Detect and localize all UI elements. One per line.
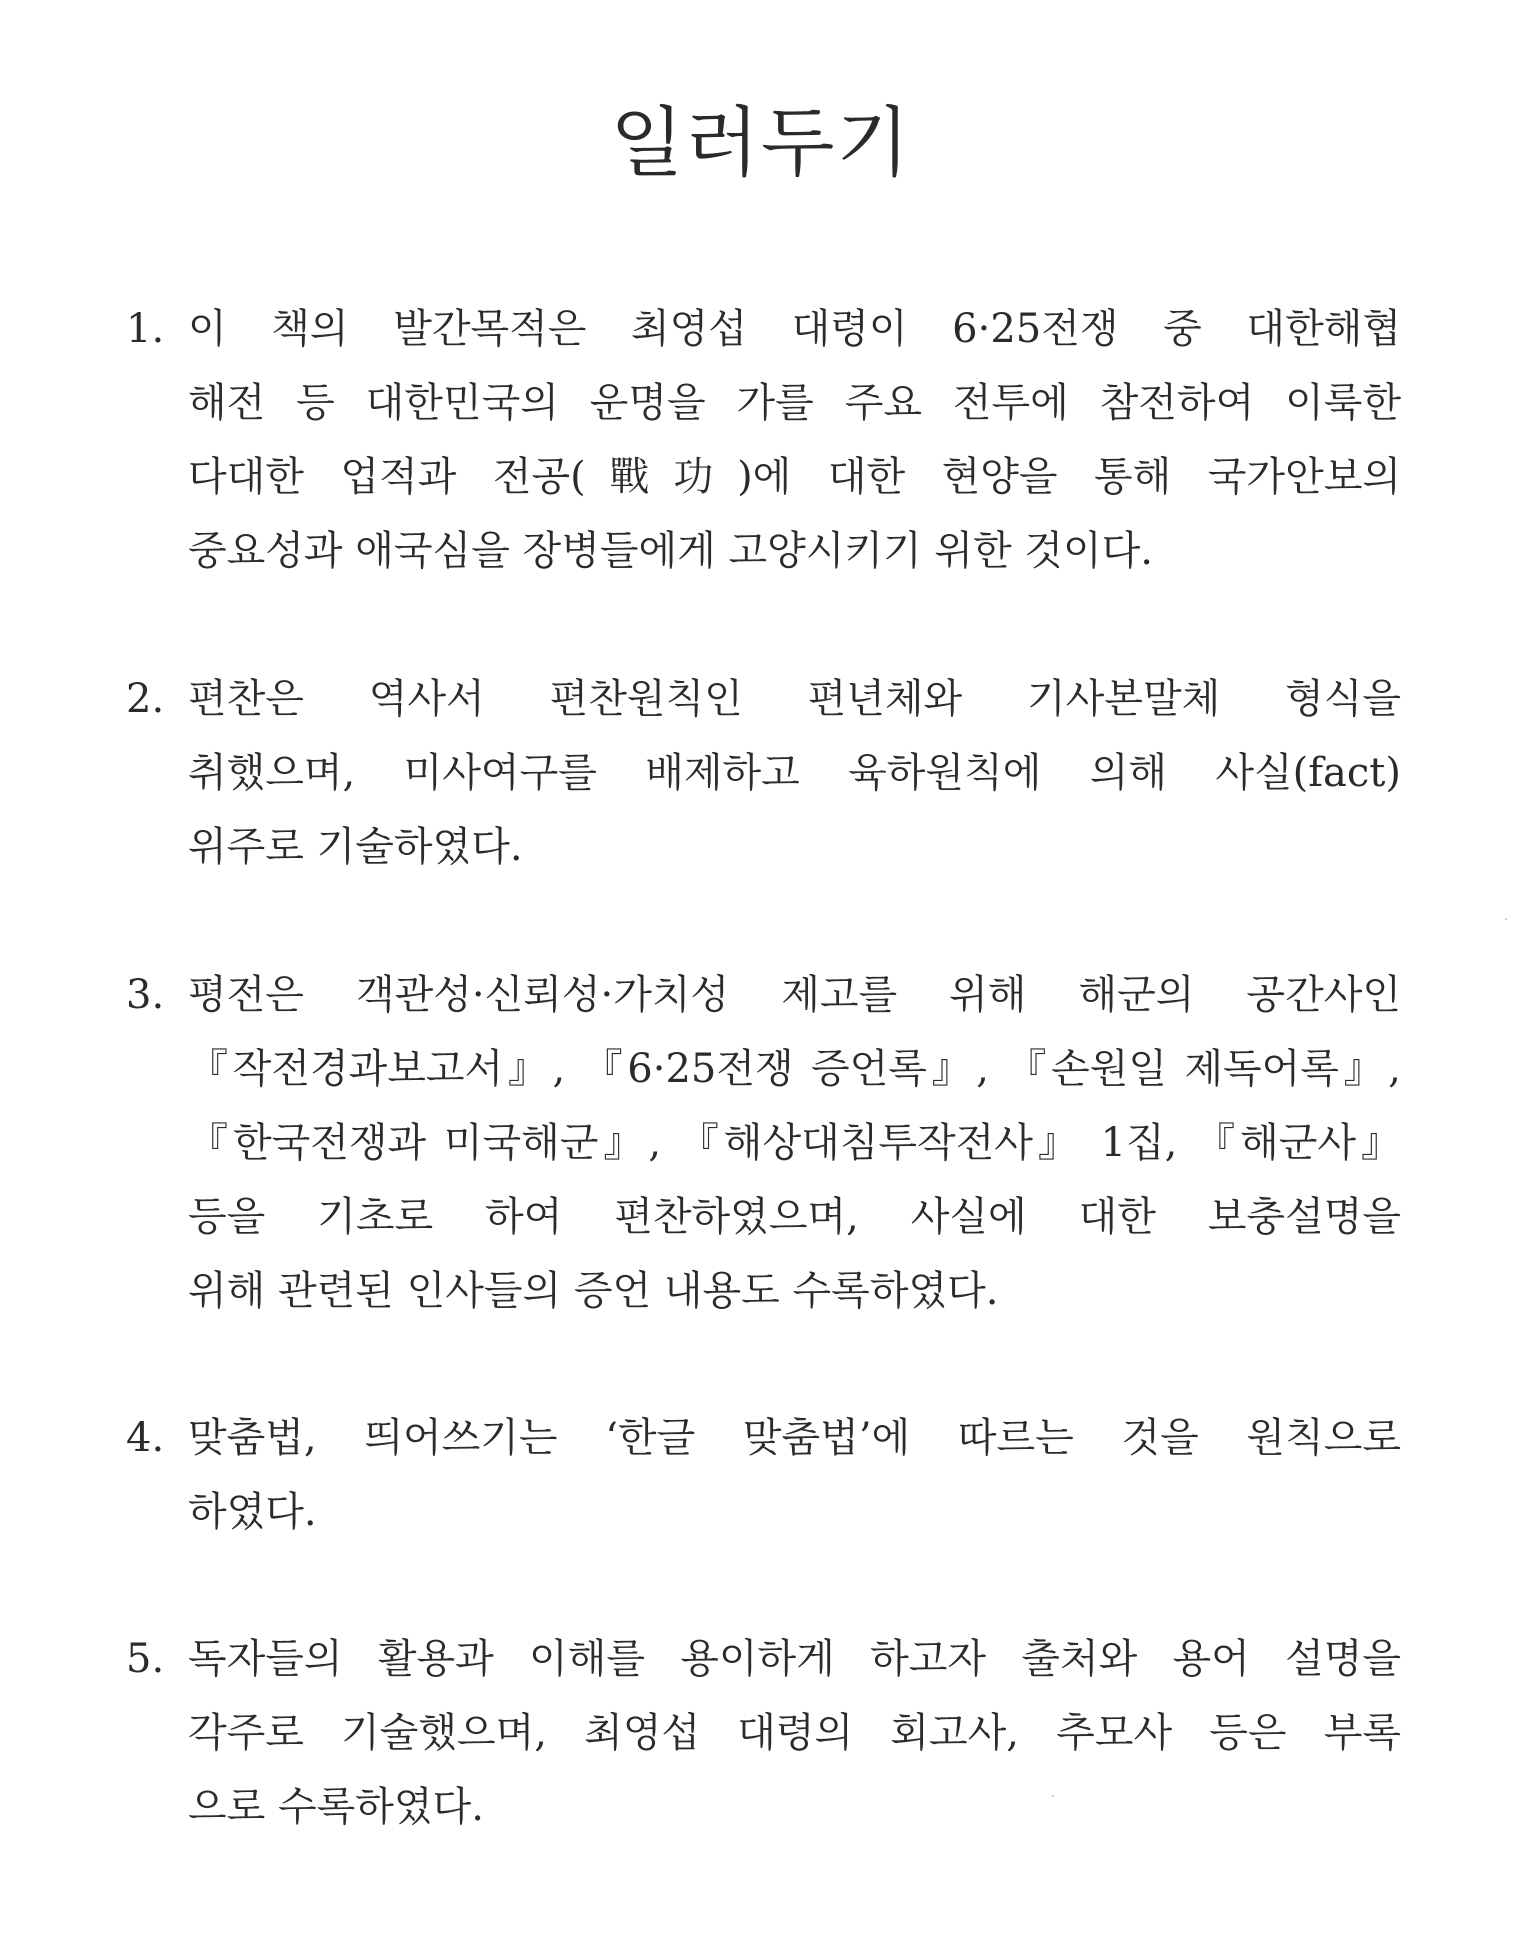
text-line: 위해 관련된 인사들의 증언 내용도 수록하였다. <box>188 1268 999 1314</box>
item-number: 4. <box>126 1415 165 1461</box>
item-text <box>188 1622 1401 1844</box>
item-number: 1. <box>126 306 165 352</box>
text-line: 중요성과 애국심을 장병들에게 고양시키기 위한 것이다. <box>188 528 1154 574</box>
text-line: 『한국전쟁과 미국해군』, 『해상대침투작전사』 1집, 『해군사』 <box>188 1120 1401 1166</box>
item-number: 5. <box>126 1636 165 1682</box>
text-line: 해전 등 대한민국의 운명을 가를 주요 전투에 참전하여 이룩한 <box>188 380 1401 426</box>
text-line: 이 책의 발간목적은 최영섭 대령이 6·25전쟁 중 대한해협 <box>188 306 1401 352</box>
scan-speck <box>1052 1795 1054 1797</box>
item-text <box>188 958 1401 1328</box>
item-text <box>188 662 1401 884</box>
text-line: 맞춤법, 띄어쓰기는 ‘한글 맞춤법’에 따르는 것을 원칙으로 <box>188 1415 1401 1461</box>
text-line: 독자들의 활용과 이해를 용이하게 하고자 출처와 용어 설명을 <box>188 1636 1401 1682</box>
text-line: 등을 기초로 하여 편찬하였으며, 사실에 대한 보충설명을 <box>188 1194 1401 1240</box>
scan-speck <box>1505 918 1507 920</box>
item-number: 2. <box>126 676 165 722</box>
item-text <box>188 292 1401 588</box>
text-line: 하였다. <box>188 1489 317 1535</box>
item-number: 3. <box>126 972 165 1018</box>
text-line: 각주로 기술했으며, 최영섭 대령의 회고사, 추모사 등은 부록 <box>188 1710 1401 1756</box>
text-line: 편찬은 역사서 편찬원칙인 편년체와 기사본말체 형식을 <box>188 676 1401 722</box>
text-line: 취했으며, 미사여구를 배제하고 육하원칙에 의해 사실(fact) <box>188 750 1401 796</box>
text-line: 다대한 업적과 전공(戰功)에 대한 현양을 통해 국가안보의 <box>188 454 1401 500</box>
page-title: 일러두기 <box>610 98 912 187</box>
text-line: 평전은 객관성·신뢰성·가치성 제고를 위해 해군의 공간사인 <box>188 972 1401 1018</box>
item-text <box>188 1401 1401 1549</box>
text-line: 위주로 기술하였다. <box>188 824 523 870</box>
text-line: 으로 수록하였다. <box>188 1784 484 1830</box>
text-line: 『작전경과보고서』, 『6·25전쟁 증언록』, 『손원일 제독어록』, <box>188 1046 1401 1092</box>
